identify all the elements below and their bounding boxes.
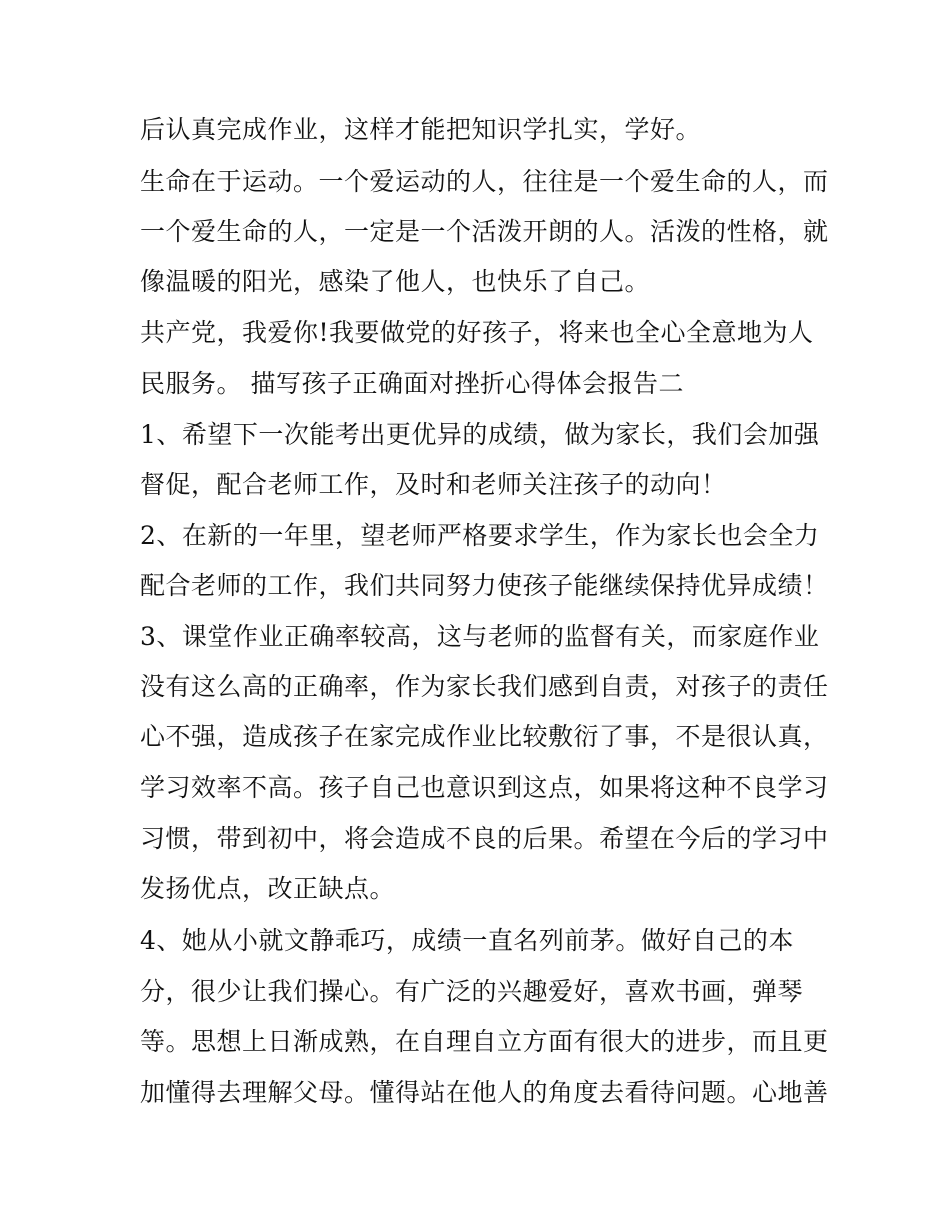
- text-line: 习惯，带到初中，将会造成不良的后果。希望在今后的学习中: [140, 824, 829, 853]
- text-line: 共产党，我爱你!我要做党的好孩子，将来也全心全意地为人: [140, 318, 814, 347]
- text-line: 民服务。 描写孩子正确面对挫折心得体会报告二: [140, 369, 684, 398]
- text-line: 发扬优点，改正缺点。: [140, 874, 396, 903]
- text-line: 2、在新的一年里，望老师严格要求学生，作为家长也会全力: [140, 521, 820, 550]
- text-line: 学习效率不高。孩子自己也意识到这点，如果将这种不良学习: [140, 773, 829, 802]
- text-line: 配合老师的工作，我们共同努力使孩子能继续保持优异成绩！: [140, 571, 829, 600]
- text-line: 心不强，造成孩子在家完成作业比较敷衍了事，不是很认真，: [140, 722, 829, 751]
- text-line: 一个爱生命的人，一定是一个活泼开朗的人。活泼的性格，就: [140, 217, 829, 246]
- text-line: 3、课堂作业正确率较高，这与老师的监督有关，而家庭作业: [140, 622, 820, 651]
- text-line: 4、她从小就文静乖巧，成绩一直名列前茅。做好自己的本: [140, 926, 794, 955]
- text-line: 分，很少让我们操心。有广泛的兴趣爱好，喜欢书画，弹琴: [140, 977, 804, 1006]
- text-line: 1、希望下一次能考出更优异的成绩，做为家长，我们会加强: [140, 420, 820, 449]
- text-line: 等。思想上日渐成熟，在自理自立方面有很大的进步，而且更: [140, 1027, 829, 1056]
- text-line: 像温暖的阳光，感染了他人，也快乐了自己。: [140, 267, 651, 296]
- text-line: 加懂得去理解父母。懂得站在他人的角度去看待问题。心地善: [140, 1078, 829, 1107]
- text-line: 后认真完成作业，这样才能把知识学扎实，学好。: [140, 115, 702, 144]
- text-line: 没有这么高的正确率，作为家长我们感到自责，对孩子的责任: [140, 672, 829, 701]
- text-line: 督促，配合老师工作，及时和老师关注孩子的动向！: [140, 470, 727, 499]
- text-line: 生命在于运动。一个爱运动的人，往往是一个爱生命的人，而: [140, 167, 829, 196]
